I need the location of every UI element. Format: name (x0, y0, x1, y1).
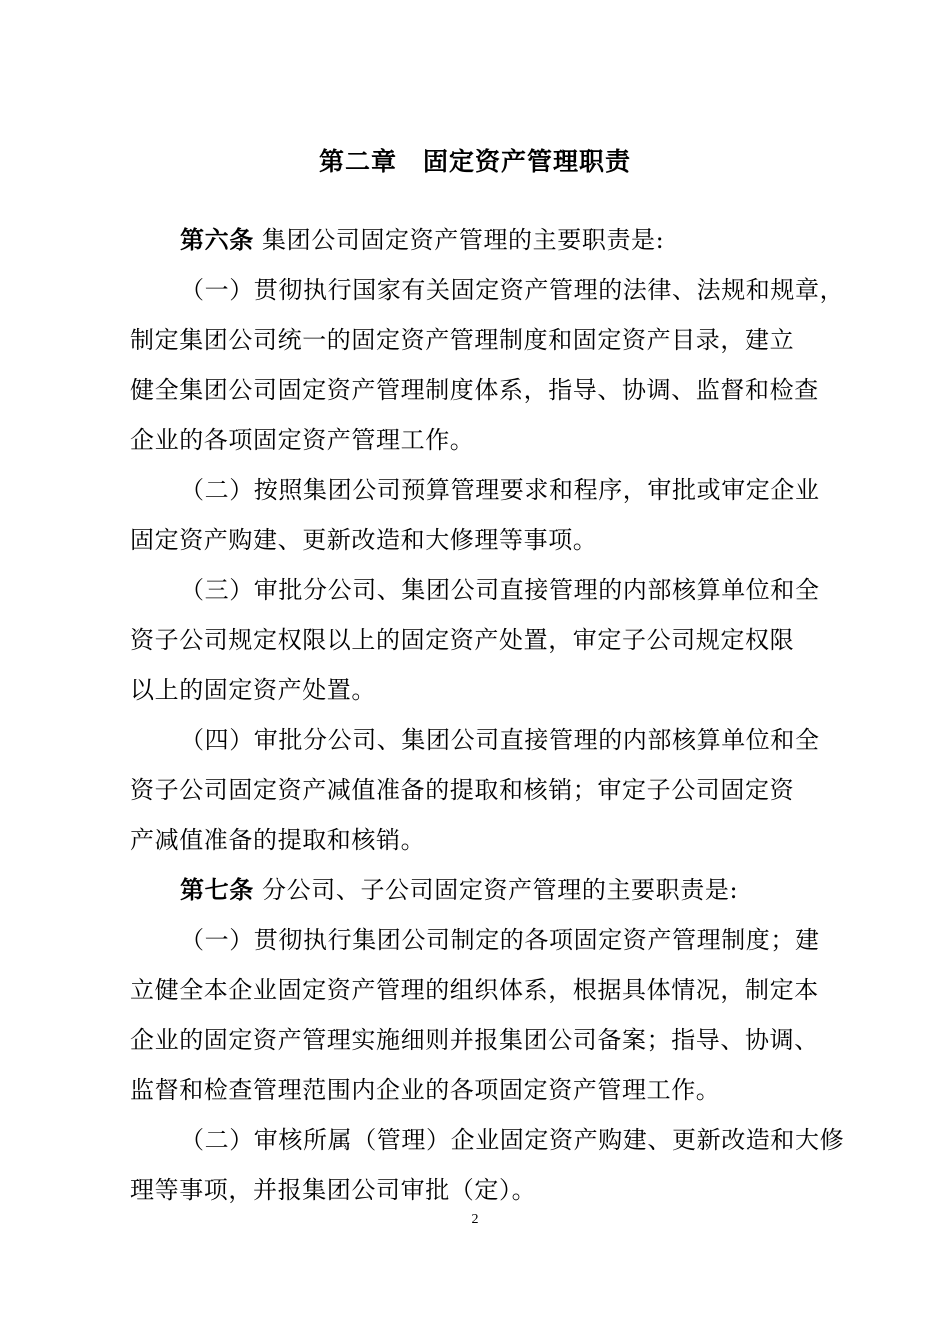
article-6-item-4-line-2: 资子公司固定资产减值准备的提取和核销；审定子公司固定资 (130, 776, 795, 804)
article-6-item-1-line-3: 健全集团公司固定资产管理制度体系，指导、协调、监督和检查 (130, 376, 819, 404)
chapter-title: 第二章 固定资产管理职责 (318, 147, 631, 176)
article-7-label: 第七条 (180, 875, 254, 904)
article-6-item-2-line-2: 固定资产购建、更新改造和大修理等事项。 (130, 526, 598, 554)
article-7-item-1-line-2: 立健全本企业固定资产管理的组织体系，根据具体情况，制定本 (130, 976, 819, 1004)
article-6-item-2-line-1: （二）按照集团公司预算管理要求和程序，审批或审定企业 (180, 476, 820, 504)
article-7-heading (180, 872, 880, 908)
article-6-item-4-line-3: 产减值准备的提取和核销。 (130, 826, 426, 854)
article-6-item-1-line-1: （一）贯彻执行国家有关固定资产管理的法律、法规和规章， (180, 276, 845, 304)
article-7-item-1-line-1: （一）贯彻执行集团公司制定的各项固定资产管理制度；建 (180, 926, 820, 954)
article-7-intro: 分公司、子公司固定资产管理的主要职责是: (253, 876, 739, 904)
article-6-item-3-line-3: 以上的固定资产处置。 (130, 676, 376, 704)
article-6-item-4-line-1: （四）审批分公司、集团公司直接管理的内部核算单位和全 (180, 726, 820, 754)
article-6-item-3-line-2: 资子公司规定权限以上的固定资产处置，审定子公司规定权限 (130, 626, 795, 654)
article-6-item-3-line-1: （三）审批分公司、集团公司直接管理的内部核算单位和全 (180, 576, 820, 604)
article-7-item-2-line-2: 理等事项，并报集团公司审批（定）。 (130, 1176, 537, 1204)
article-6-label: 第六条 (180, 225, 254, 254)
article-6-intro: 集团公司固定资产管理的主要职责是: (253, 226, 665, 254)
article-6-heading (180, 222, 880, 258)
article-6-item-1-line-2: 制定集团公司统一的固定资产管理制度和固定资产目录，建立 (130, 326, 795, 354)
page-number: 2 (471, 1212, 479, 1227)
article-7-item-1-line-3: 企业的固定资产管理实施细则并报集团公司备案；指导、协调、 (130, 1026, 819, 1054)
article-6-item-1-line-4: 企业的各项固定资产管理工作。 (130, 426, 475, 454)
article-7-item-1-line-4: 监督和检查管理范围内企业的各项固定资产管理工作。 (130, 1076, 721, 1104)
article-7-item-2-line-1: （二）审核所属（管理）企业固定资产购建、更新改造和大修 (180, 1126, 845, 1154)
